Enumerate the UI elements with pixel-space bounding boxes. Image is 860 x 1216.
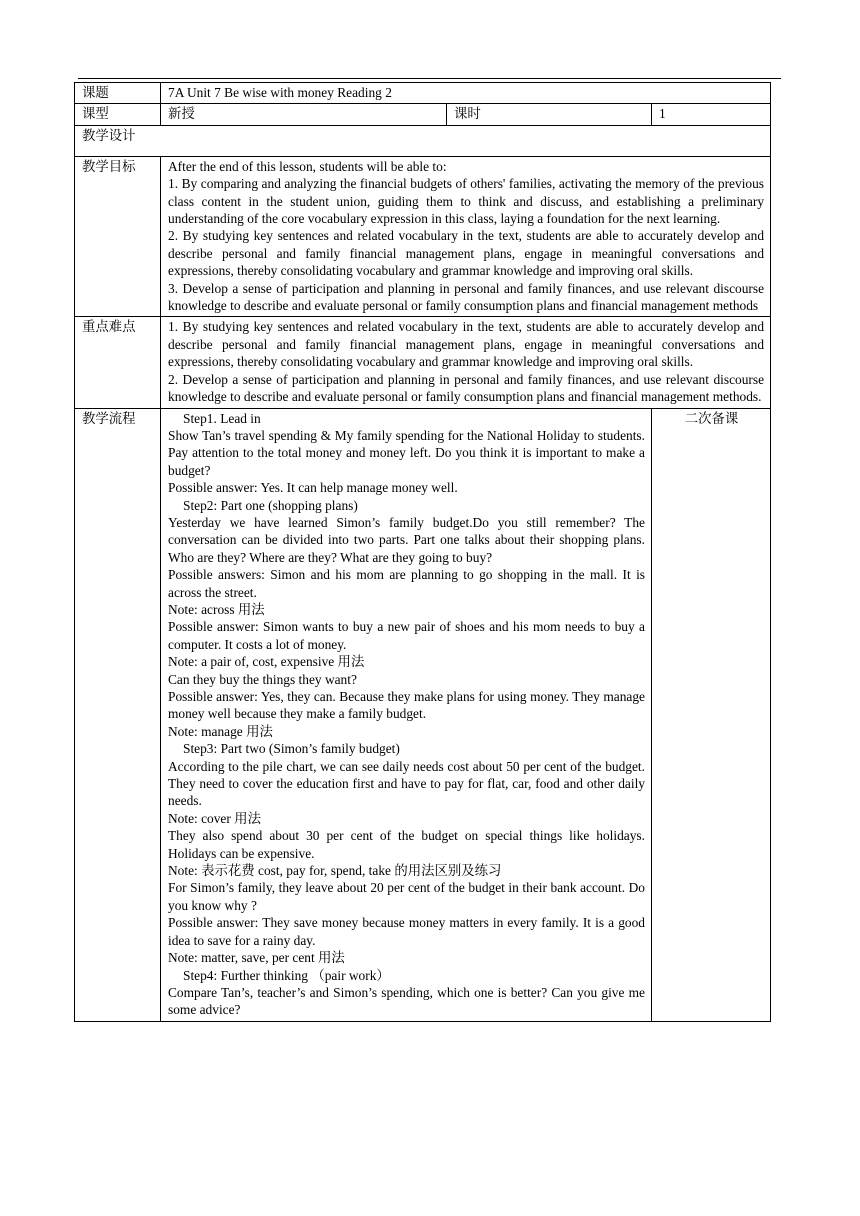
process-line: Note: a pair of, cost, expensive 用法 (168, 654, 365, 670)
objectives-label: 教学目标 (75, 156, 161, 317)
lesson-plan-table (74, 82, 771, 1022)
key-points-line: 2. Develop a sense of participation and planning in personal and family finances, and use relevant discourse knowledge to describe and evaluate personal or family consumption plans and financial management methods. (168, 371, 765, 405)
row-process (75, 408, 771, 1021)
process-line: Note: cover 用法 (168, 810, 261, 826)
process-line: Possible answers: Simon and his mom are planning to go shopping in the mall. It is across the street. (168, 567, 645, 600)
process-line: For Simon’s family, they leave about 20 per cent of the budget in their bank account. Do you know why ? (168, 880, 645, 913)
process-line: According to the pile chart, we can see daily needs cost about 50 per cent of the budget. They need to cover the education first and have to pay for flat, car, food and other daily needs. (168, 758, 645, 809)
objectives-line: 1. By comparing and analyzing the financial budgets of others' families, activating the memory of the previous class content in the student union, guiding them to think and discuss, and establishing a preliminary understanding of the core vocabulary expression in this class, laying a foundation for the next learning. (168, 176, 765, 227)
process-step-heading: Step1. Lead in (183, 410, 261, 426)
process-line: Possible answer: Yes. It can help manage money well. (168, 480, 458, 496)
process-line: Show Tan’s travel spending & My family spending for the National Holiday to students. Pay attention to the total money and money left. Do you think it is important to make a budget? (168, 427, 645, 478)
objectives-line: 3. Develop a sense of participation and planning in personal and family finances, and use relevant discourse knowledge to describe and evaluate personal or family consumption plans and financial management methods (168, 280, 765, 314)
type-label: 课型 (75, 104, 161, 125)
key-points-label: 重点难点 (75, 317, 161, 408)
key-points-line: 1. By studying key sentences and related vocabulary in the text, students are able to accurately develop and describe personal and family financial management plans, engage in meaningful conversations and expressions, thereby consolidating vocabulary and grammar knowledge and improving oral skills. (168, 319, 765, 370)
process-line: Possible answer: Simon wants to buy a new pair of shoes and his mom needs to buy a computer. It costs a lot of money. (168, 619, 645, 652)
type-value: 新授 (161, 104, 447, 125)
process-line: Possible answer: They save money because money matters in every family. It is a good idea to save for a rainy day. (168, 915, 645, 948)
process-line: Note: 表示花费 cost, pay for, spend, take 的用法区别及练习 (168, 863, 502, 879)
row-key-points (75, 317, 771, 408)
topic-label: 课题 (75, 83, 161, 104)
process-line: Compare Tan’s, teacher’s and Simon’s spending, which one is better? Can you give me some advice? (168, 984, 645, 1018)
process-content (161, 408, 652, 1021)
key-points-content (161, 317, 771, 408)
notes-column: 二次备课 (652, 408, 771, 1021)
process-step-heading: Step2: Part one (shopping plans) (183, 497, 358, 513)
header-rule (78, 78, 781, 79)
period-value: 1 (652, 104, 771, 125)
process-line: Can they buy the things they want? (168, 671, 357, 687)
topic-value: 7A Unit 7 Be wise with money Reading 2 (161, 83, 771, 104)
objectives-line: 2. By studying key sentences and related vocabulary in the text, students are able to accurately develop and describe personal and family financial management plans, engage in meaningful conversations and expressions, thereby consolidating vocabulary and grammar knowledge and improving oral skills. (168, 228, 765, 279)
row-design (75, 125, 771, 156)
process-step-heading: Step3: Part two (Simon’s family budget) (183, 741, 400, 757)
process-line: Note: manage 用法 (168, 723, 273, 739)
process-line: Possible answer: Yes, they can. Because they make plans for using money. They manage money well because they make a family budget. (168, 689, 645, 722)
objectives-line: After the end of this lesson, students will be able to: (168, 158, 447, 174)
process-line: Yesterday we have learned Simon’s family budget.Do you still remember? The conversation can be divided into two parts. Part one talks about their shopping plans. Who are they? Where are they? What are they going to buy? (168, 514, 645, 565)
process-line: Note: matter, save, per cent 用法 (168, 950, 345, 966)
design-label: 教学设计 (75, 125, 771, 156)
process-label: 教学流程 (75, 408, 161, 1021)
objectives-content (161, 156, 771, 317)
process-line: Note: across 用法 (168, 601, 265, 617)
row-objectives (75, 156, 771, 317)
row-topic (75, 83, 771, 104)
row-type (75, 104, 771, 125)
process-line: They also spend about 30 per cent of the budget on special things like holidays. Holidays can be expensive. (168, 828, 645, 861)
period-label: 课时 (447, 104, 652, 125)
process-step-heading: Step4: Further thinking （pair work） (183, 967, 390, 983)
